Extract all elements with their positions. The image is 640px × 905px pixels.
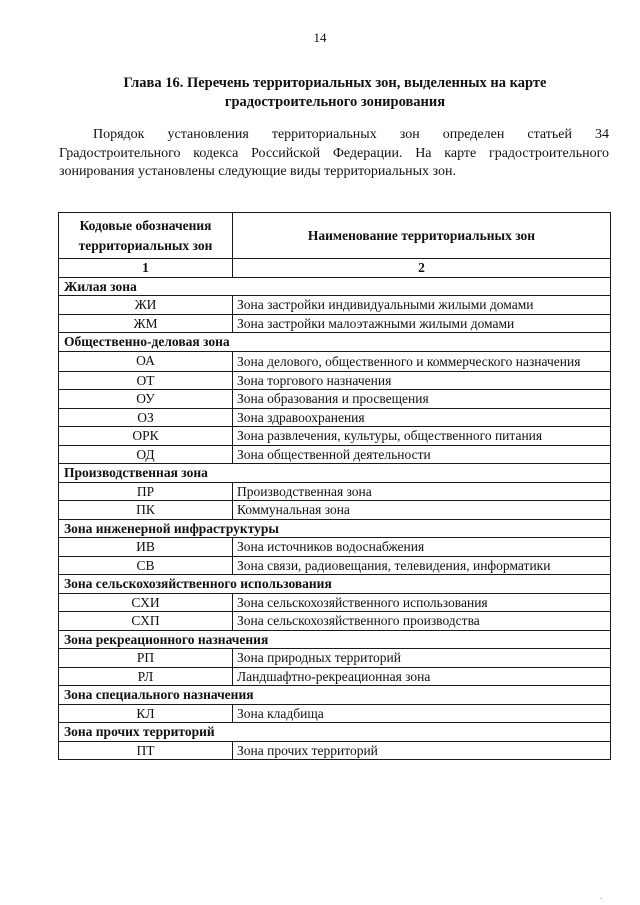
- table-row: [59, 296, 611, 315]
- table-row: [59, 314, 611, 333]
- zone-name: Производственная зона: [233, 482, 611, 501]
- zone-code: ОУ: [59, 390, 233, 409]
- group-row: [59, 575, 611, 594]
- group-title: Зона рекреационного назначения: [59, 630, 611, 649]
- group-title: Зона специального назначения: [59, 686, 611, 705]
- zone-name: Зона сельскохозяйственного использования: [233, 593, 611, 612]
- zone-name: Зона застройки индивидуальными жилыми домами: [233, 296, 611, 315]
- group-title: Производственная зона: [59, 464, 611, 483]
- zone-name: Коммунальная зона: [233, 501, 611, 520]
- column-number-1: 1: [59, 259, 233, 278]
- zone-code: КЛ: [59, 704, 233, 723]
- zone-code: ПТ: [59, 741, 233, 760]
- zone-code: СВ: [59, 556, 233, 575]
- zone-name: Зона источников водоснабжения: [233, 538, 611, 557]
- zone-name: Зона развлечения, культуры, общественного питания: [233, 427, 611, 446]
- table-row: [59, 501, 611, 520]
- zone-name: Ландшафтно-рекреационная зона: [233, 667, 611, 686]
- zone-code: ОТ: [59, 371, 233, 390]
- table-row: [59, 612, 611, 631]
- table-row: [59, 445, 611, 464]
- zone-code: ЖИ: [59, 296, 233, 315]
- zone-name: Зона делового, общественного и коммерческого назначения: [233, 351, 611, 371]
- group-title: Жилая зона: [59, 277, 611, 296]
- zone-name: Зона общественной деятельности: [233, 445, 611, 464]
- zone-name: Зона торгового назначения: [233, 371, 611, 390]
- zones-table: [58, 212, 611, 760]
- group-row: [59, 277, 611, 296]
- group-title: Зона сельскохозяйственного использования: [59, 575, 611, 594]
- column-number-2: 2: [233, 259, 611, 278]
- zone-name: Зона застройки малоэтажными жилыми домами: [233, 314, 611, 333]
- table-row: [59, 408, 611, 427]
- table-row: [59, 593, 611, 612]
- table-row: [59, 649, 611, 668]
- zone-code: ИВ: [59, 538, 233, 557]
- table-row: [59, 427, 611, 446]
- group-row: [59, 333, 611, 352]
- group-title: Зона прочих территорий: [59, 723, 611, 742]
- table-row: [59, 351, 611, 371]
- group-row: [59, 519, 611, 538]
- group-title: Общественно-деловая зона: [59, 333, 611, 352]
- table-row: [59, 371, 611, 390]
- table-row: [59, 741, 611, 760]
- table-row: [59, 667, 611, 686]
- zone-name: Зона образования и просвещения: [233, 390, 611, 409]
- zones-table-body: [59, 277, 611, 760]
- zone-name: Зона кладбища: [233, 704, 611, 723]
- table-row: [59, 390, 611, 409]
- zone-name: Зона здравоохранения: [233, 408, 611, 427]
- group-row: [59, 723, 611, 742]
- page-number: 14: [313, 30, 327, 45]
- zone-code: ПР: [59, 482, 233, 501]
- table-row: [59, 482, 611, 501]
- table-row: [59, 538, 611, 557]
- zone-name: Зона сельскохозяйственного производства: [233, 612, 611, 631]
- group-row: [59, 630, 611, 649]
- zone-name: Зона прочих территорий: [233, 741, 611, 760]
- chapter-title: Глава 16. Перечень территориальных зон, выделенных на карте градостроительного зонирования: [123, 75, 547, 110]
- zone-name: Зона природных территорий: [233, 649, 611, 668]
- group-title: Зона инженерной инфраструктуры: [59, 519, 611, 538]
- table-row: [59, 556, 611, 575]
- table-row: [59, 704, 611, 723]
- zone-code: ОА: [59, 351, 233, 371]
- zone-code: ОРК: [59, 427, 233, 446]
- zone-name: Зона связи, радиовещания, телевидения, информатики: [233, 556, 611, 575]
- zone-code: ОЗ: [59, 408, 233, 427]
- intro-paragraph: Порядок установления территориальных зон определен статьей 34 Градостроительного кодекса Российской Федерации. На карте градостроительного зонирования установлены следующие виды территориальных зон.: [59, 127, 609, 179]
- zone-code: ЖМ: [59, 314, 233, 333]
- zone-code: РЛ: [59, 667, 233, 686]
- header-code: Кодовые обозначения территориальных зон: [59, 213, 233, 259]
- zone-code: ОД: [59, 445, 233, 464]
- zone-code: РП: [59, 649, 233, 668]
- zone-code: СХИ: [59, 593, 233, 612]
- header-name: Наименование территориальных зон: [233, 213, 611, 259]
- zone-code: ПК: [59, 501, 233, 520]
- group-row: [59, 686, 611, 705]
- corner-mark: .: [600, 892, 602, 901]
- group-row: [59, 464, 611, 483]
- zone-code: СХП: [59, 612, 233, 631]
